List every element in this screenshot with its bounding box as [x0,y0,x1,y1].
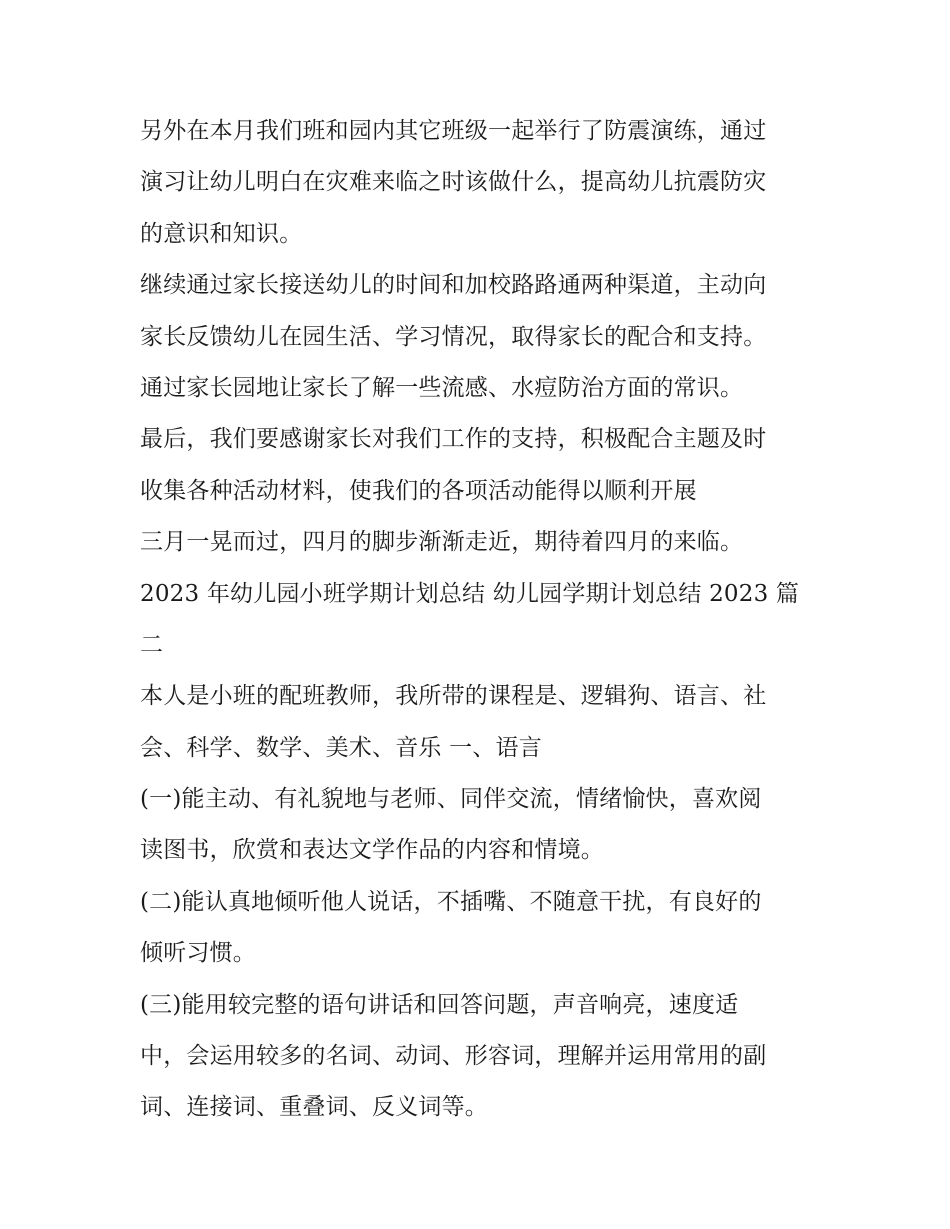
text-line-15: 读图书，欣赏和表达文学作品的内容和情境。 [140,837,604,864]
text-line-2: 演习让幼儿明白在灾难来临之时该做什么，提高幼儿抗震防灾 [140,169,767,196]
document-body [140,106,820,1134]
text-line-8: 收集各种活动材料，使我们的各项活动能得以顺利开展 [140,477,697,504]
text-line-9: 三月一晃而过，四月的脚步渐渐走近，期待着四月的来临。 [140,529,744,556]
text-line-7: 最后，我们要感谢家长对我们工作的支持，积极配合主题及时 [140,426,767,453]
text-line-5: 家长反馈幼儿在园生活、学习情况，取得家长的配合和支持。 [140,323,767,350]
text-line-18: (三)能用较完整的语句讲话和回答问题，声音响亮，速度适 [140,991,739,1018]
text-line-4: 继续通过家长接送幼儿的时间和加校路路通两种渠道，主动向 [140,272,767,299]
text-line-12: 本人是小班的配班教师，我所带的课程是、逻辑狗、语言、社 [140,683,767,710]
text-line-6: 通过家长园地让家长了解一些流感、水痘防治方面的常识。 [140,374,744,401]
text-line-20: 词、连接词、重叠词、反义词等。 [140,1094,488,1121]
text-line-1: 另外在本月我们班和园内其它班级一起举行了防震演练，通过 [140,118,767,144]
text-line-3: 的意识和知识。 [140,220,303,247]
text-line-13: 会、科学、数学、美术、音乐 一、语言 [140,734,542,761]
section-title-line-1: 2023 年幼儿园小班学期计划总结 幼儿园学期计划总结 2023 篇 [140,580,800,607]
text-line-17: 倾听习惯。 [140,940,256,967]
text-line-16: (二)能认真地倾听他人说话，不插嘴、不随意干扰，有良好的 [140,888,762,915]
text-line-19: 中，会运用较多的名词、动词、形容词，理解并运用常用的副 [140,1043,767,1070]
text-line-14: (一)能主动、有礼貌地与老师、同伴交流，情绪愉快，喜欢阅 [140,786,762,813]
section-title-line-2: 二 [140,631,164,658]
